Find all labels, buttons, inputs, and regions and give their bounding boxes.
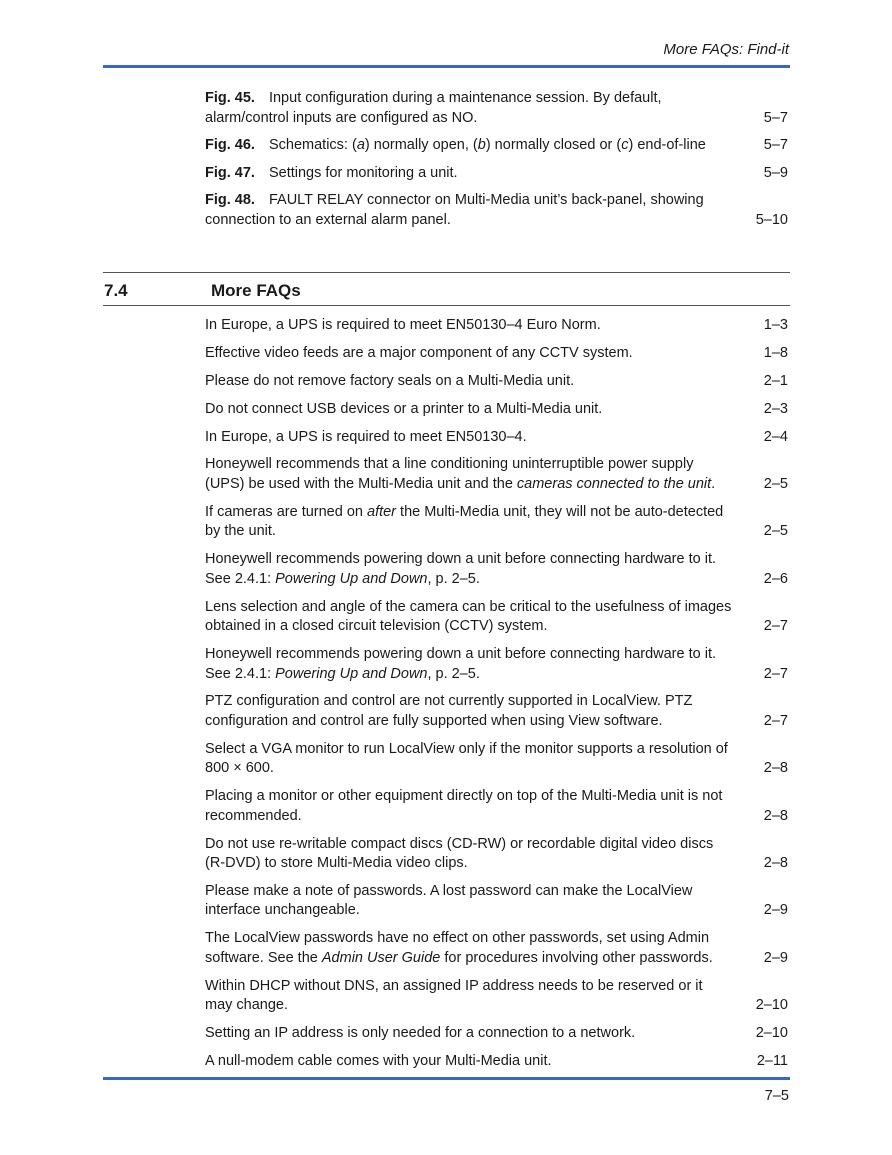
faq-entry[interactable] <box>205 1052 788 1072</box>
figure-list <box>205 89 788 238</box>
faq-page-ref: 2–8 <box>763 855 788 872</box>
figure-label: Fig. 45. <box>205 90 255 106</box>
faq-page-ref: 2–7 <box>763 665 788 682</box>
faq-page-ref: 2–7 <box>763 618 788 635</box>
faq-text-emphasis: Admin User Guide <box>321 949 441 966</box>
faq-page-ref: 2–6 <box>763 570 788 587</box>
section-title: More FAQs <box>211 281 301 300</box>
faq-page-ref: 2–10 <box>755 1025 788 1042</box>
faq-entry-text <box>205 977 733 1016</box>
faq-entry[interactable] <box>205 645 788 684</box>
faq-text: Within DHCP without DNS, an assigned IP address needs to be reserved or it may change. <box>205 977 703 1014</box>
faq-text: Select a VGA monitor to run LocalView only if the monitor supports a resolution of 800 × 600. <box>205 740 728 777</box>
faq-page-ref: 2–8 <box>763 760 788 777</box>
figure-page-ref: 5–9 <box>763 164 788 181</box>
faq-text: Effective video feeds are a major component of any CCTV system. <box>205 344 633 361</box>
faq-page-ref: 2–4 <box>763 428 788 445</box>
figure-entry[interactable] <box>205 136 788 156</box>
figure-page-ref: 5–10 <box>755 211 788 228</box>
faq-text: Lens selection and angle of the camera can be critical to the usefulness of images obtained in a closed circuit television (CCTV) system. <box>205 598 732 635</box>
faq-entry[interactable] <box>205 503 788 542</box>
footer-rule <box>103 1077 790 1080</box>
faq-entry-text <box>205 645 733 684</box>
faq-text: Honeywell recommends powering down a unit before connecting hardware to it. See 2.4.1: <box>205 551 717 587</box>
faq-text-emphasis: after <box>367 503 397 520</box>
faq-entry[interactable] <box>205 598 788 637</box>
faq-text: Please do not remove factory seals on a Multi-Media unit. <box>205 372 575 389</box>
running-header: More FAQs: Find-it <box>663 41 789 58</box>
figure-caption: Input configuration during a maintenance session. By default, alarm/control inputs are configured as NO. <box>205 90 662 126</box>
faq-entry[interactable] <box>205 787 788 826</box>
faq-entry-text <box>205 787 733 826</box>
faq-page-ref: 2–11 <box>756 1053 788 1070</box>
faq-text: In Europe, a UPS is required to meet EN50130–4 Euro Norm. <box>205 317 601 333</box>
figure-entry-text <box>205 164 733 184</box>
faq-text: Placing a monitor or other equipment directly on top of the Multi-Media unit is not recommended. <box>205 788 723 824</box>
faq-page-ref: 2–5 <box>763 523 788 540</box>
faq-entry-text <box>205 550 733 589</box>
faq-entry[interactable] <box>205 400 788 420</box>
faq-entry-text <box>205 598 733 637</box>
figure-entry[interactable] <box>205 89 788 128</box>
faq-entry[interactable] <box>205 740 788 779</box>
figure-label: Fig. 48. <box>205 192 255 208</box>
faq-text: Honeywell recommends powering down a unit before connecting hardware to it. See 2.4.1: <box>205 646 717 682</box>
figure-entry-text <box>205 89 733 128</box>
faq-entry-text <box>205 740 733 779</box>
faq-entry-text <box>205 372 733 392</box>
faq-entry-text <box>205 428 733 448</box>
figure-page-ref: 5–7 <box>763 137 788 153</box>
faq-entry[interactable] <box>205 929 788 968</box>
faq-page-ref: 2–9 <box>763 902 788 919</box>
section-bottom-rule <box>103 305 790 306</box>
figure-entry-text <box>205 191 733 230</box>
faq-entry-text <box>205 503 733 542</box>
faq-page-ref: 2–8 <box>763 807 788 824</box>
faq-entry[interactable] <box>205 455 788 494</box>
faq-entry[interactable] <box>205 835 788 874</box>
faq-page-ref: 2–10 <box>755 997 788 1014</box>
faq-entry-text <box>205 400 733 420</box>
faq-text-emphasis: Powering Up and Down <box>275 570 428 587</box>
figure-caption: FAULT RELAY connector on Multi-Media unit’s back-panel, showing connection to an external alarm panel. <box>205 192 704 228</box>
faq-text: Do not use re-writable compact discs (CD-RW) or recordable digital video discs (R-DVD) to store Multi-Media video clips. <box>205 835 714 872</box>
faq-text: Honeywell recommends that a line conditioning uninterruptible power supply (UPS) be used with the Multi-Media unit and the <box>205 456 694 492</box>
faq-text-tail: the Multi-Media unit, they will not be auto-detected by the unit. <box>205 503 724 540</box>
faq-text: Please make a note of passwords. A lost password can make the LocalView interface unchangeable. <box>205 882 693 919</box>
faq-entry[interactable] <box>205 550 788 589</box>
faq-entry[interactable] <box>205 316 788 336</box>
faq-entry[interactable] <box>205 428 788 448</box>
faq-page-ref: 1–3 <box>763 317 788 333</box>
figure-entry[interactable] <box>205 191 788 230</box>
faq-entry-text <box>205 692 733 731</box>
figure-caption: Schematics: (a) normally open, (b) normally closed or (c) end-of-line <box>268 137 706 153</box>
faq-entry-text <box>205 1024 733 1044</box>
faq-list <box>205 316 788 1080</box>
faq-text-tail: , p. 2–5. <box>427 570 480 587</box>
section-number: 7.4 <box>104 281 128 300</box>
faq-page-ref: 1–8 <box>763 344 788 361</box>
page-number: 7–5 <box>764 1088 789 1104</box>
figure-label: Fig. 47. <box>205 164 255 181</box>
faq-entry[interactable] <box>205 882 788 921</box>
figure-label: Fig. 46. <box>205 137 255 153</box>
faq-page-ref: 2–1 <box>763 372 788 389</box>
faq-entry-text <box>205 316 733 336</box>
faq-text: PTZ configuration and control are not currently supported in LocalView. PTZ configuration and control are fully supported when using View software. <box>205 693 693 729</box>
figure-entry[interactable] <box>205 164 788 184</box>
faq-text-tail: for procedures involving other passwords. <box>440 949 713 966</box>
faq-text-tail: , p. 2–5. <box>427 665 480 682</box>
faq-text: If cameras are turned on <box>205 503 367 520</box>
faq-text: In Europe, a UPS is required to meet EN50130–4. <box>205 428 527 445</box>
faq-page-ref: 2–7 <box>763 712 788 729</box>
faq-entry-text <box>205 1052 733 1072</box>
faq-text-tail: . <box>711 475 716 492</box>
faq-entry[interactable] <box>205 344 788 364</box>
header-rule <box>103 65 790 68</box>
faq-page-ref: 2–3 <box>763 400 788 417</box>
faq-entry-text <box>205 455 733 494</box>
figure-page-ref: 5–7 <box>763 109 788 126</box>
faq-text: The LocalView passwords have no effect on other passwords, set using Admin software. See the <box>205 930 710 966</box>
faq-text: Do not connect USB devices or a printer to a Multi-Media unit. <box>205 400 603 417</box>
faq-entry[interactable] <box>205 1024 788 1044</box>
section-top-rule <box>103 272 790 273</box>
faq-entry[interactable] <box>205 692 788 731</box>
figure-entry-text <box>205 136 733 156</box>
faq-entry-text <box>205 835 733 874</box>
faq-page-ref: 2–5 <box>763 475 788 492</box>
faq-entry[interactable] <box>205 977 788 1016</box>
figure-caption: Settings for monitoring a unit. <box>268 164 458 181</box>
faq-entry-text <box>205 882 733 921</box>
faq-text: Setting an IP address is only needed for a connection to a network. <box>205 1025 636 1042</box>
faq-text-emphasis: cameras connected to the unit <box>516 475 712 492</box>
faq-text-emphasis: Powering Up and Down <box>275 665 428 682</box>
faq-entry-text <box>205 929 733 968</box>
faq-entry[interactable] <box>205 372 788 392</box>
faq-text: A null-modem cable comes with your Multi-Media unit. <box>205 1053 552 1070</box>
faq-page-ref: 2–9 <box>763 949 788 966</box>
faq-entry-text <box>205 344 733 364</box>
